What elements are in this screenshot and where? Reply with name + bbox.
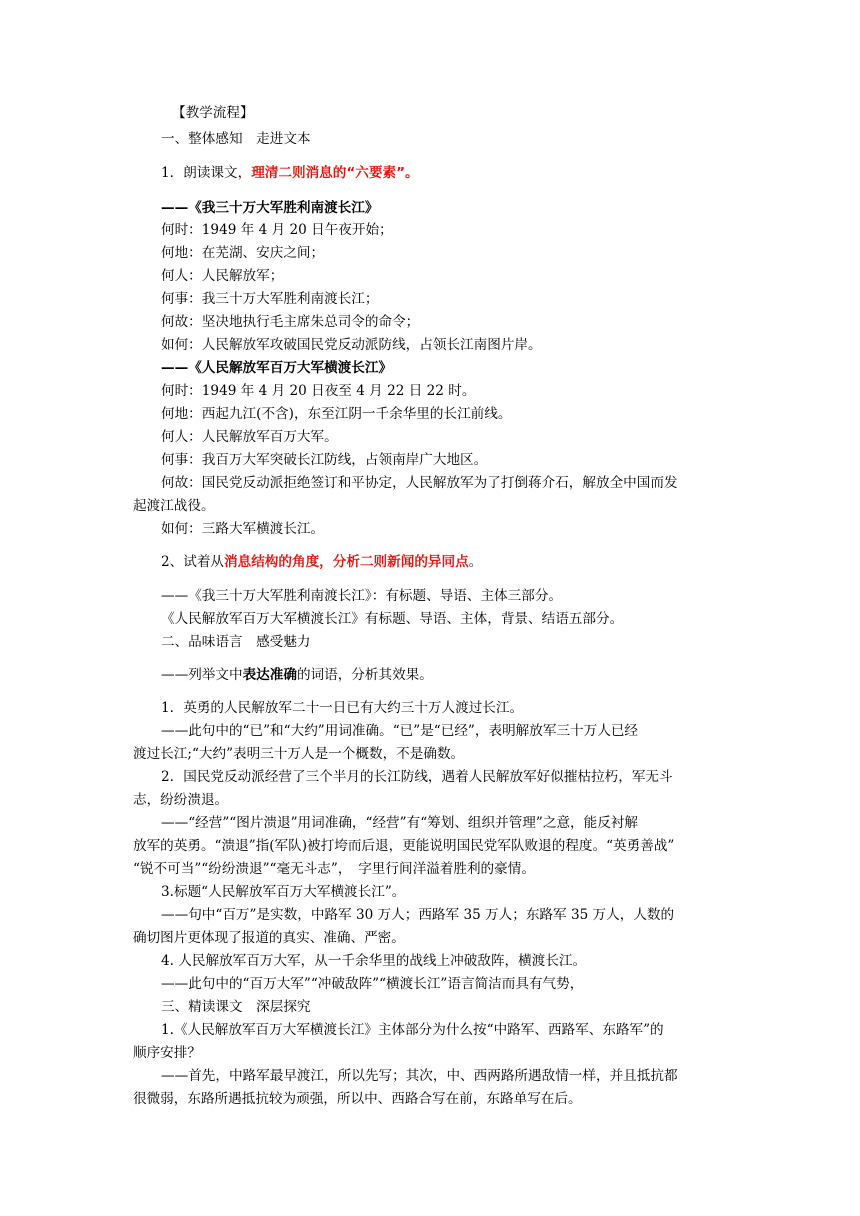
part2-line: 志，纷纷溃退。 [133, 792, 229, 808]
news1-line: 何故：坚决地执行毛主席朱总司令的命令； [161, 314, 420, 330]
part1-title: 一、整体感知 走进文本 [161, 131, 311, 147]
part2-line: ——此句中的“百万大军”“冲破敌阵”“横渡长江”语言简洁而具有气势， [161, 976, 584, 992]
news2-line: 何时：1949 年 4 月 20 日夜至 4 月 22 日 22 时。 [161, 383, 476, 399]
part2-line: 确切图片更体现了报道的真实、准确、严密。 [133, 930, 405, 946]
part2-line: 1．英勇的人民解放军二十一日已有大约三十万人渡过长江。 [161, 700, 524, 716]
news1-title: ——《我三十万大军胜利南渡长江》 [161, 200, 379, 216]
part2-line: 2．国民党反动派经营了三个半月的长江防线，遇着人民解放军好似摧枯拉朽，军无斗 [161, 769, 673, 785]
part2-line: 渡过长江;“大约”表明三十万人是一个概数，不是确数。 [133, 746, 465, 762]
part2-line: ——此句中的“已”和“大约”用词准确。“已”是“已经”，表明解放军三十万人已经 [161, 723, 639, 739]
part3-title: 三、精读课文 深层探究 [161, 999, 311, 1015]
prompt-prefix: ——列举文中 [161, 667, 243, 683]
news1-line: 何事：我三十万大军胜利南渡长江； [161, 291, 379, 307]
q2-answer-line: ——《我三十万大军胜利南渡长江》：有标题、导语、主体三部分。 [161, 588, 563, 604]
part2-line: ——句中“百万”是实数，中路军 30 万人；西路军 35 万人；东路军 35 万人，人数的 [161, 907, 675, 923]
news1-line: 何时：1949 年 4 月 20 日午夜开始； [161, 222, 393, 238]
part3-line: 顺序安排？ [133, 1045, 201, 1061]
question-2 [161, 553, 482, 571]
part2-line: “锐不可当”“纷纷溃退”“毫无斗志”， 字里行间洋溢着胜利的豪情。 [133, 861, 535, 877]
news2-line: 何地：西起九江(不含)，东至江阴一千余华里的长江前线。 [161, 406, 512, 422]
part3-line: 1.《人民解放军百万大军横渡长江》主体部分为什么按“中路军、西路军、东路军”的 [161, 1022, 664, 1038]
q1-prefix: 1．朗读课文， [161, 165, 252, 181]
news2-line: 何事：我百万大军突破长江防线，占领南岸广大地区。 [161, 452, 488, 468]
news1-line: 何地：在芜湖、安庆之间； [161, 245, 325, 261]
prompt-suffix: 的词语，分析其效果。 [296, 667, 433, 683]
q2-prefix: 2、试着从 [161, 554, 225, 570]
part2-line: 4. 人民解放军百万大军，从一千余华里的战线上冲破敌阵，横渡长江。 [161, 953, 587, 969]
part2-line: 放军的英勇。“溃退”指(军队)被打垮而后退，更能说明国民党军队败退的程度。“英勇善战” [133, 838, 675, 854]
news2-line: 何人：人民解放军百万大军。 [161, 429, 338, 445]
q1-highlight: 理清二则消息的“六要素”。 [251, 165, 419, 181]
part3-line: 很微弱，东路所遇抵抗较为顽强，所以中、西路合写在前，东路单写在后。 [133, 1091, 582, 1107]
q2-highlight: 消息结构的角度，分析二则新闻的异同点 [224, 554, 469, 570]
part2-line: 3.标题“人民解放军百万大军横渡长江”。 [161, 884, 406, 900]
news2-title: ——《人民解放军百万大军横渡长江》 [161, 360, 393, 376]
part2-title: 二、品味语言 感受魅力 [161, 634, 311, 650]
news2-line: 如何：三路大军横渡长江。 [161, 521, 325, 537]
question-1 [161, 164, 419, 182]
news1-line: 如何：人民解放军攻破国民党反动派防线，占领长江南图片岸。 [161, 337, 542, 353]
prompt-bold: 表达准确 [242, 667, 297, 683]
part2-prompt [161, 666, 433, 684]
q2-suffix: 。 [468, 554, 483, 570]
section-header: 【教学流程】 [172, 105, 254, 121]
news2-line: 何故：国民党反动派拒绝签订和平协定，人民解放军为了打倒蒋介石，解放全中国而发 [161, 475, 678, 491]
part2-line: ——“经营”“图片溃退”用词准确，“经营”有“筹划、组织并管理”之意，能反衬解 [161, 815, 639, 831]
news1-line: 何人：人民解放军； [161, 268, 284, 284]
news2-line: 起渡江战役。 [133, 498, 215, 514]
part3-line: ——首先，中路军最早渡江，所以先写；其次，中、西两路所遇敌情一样，并且抵抗都 [161, 1068, 678, 1084]
q2-answer-line: 《人民解放军百万大军横渡长江》有标题、导语、主体，背景、结语五部分。 [161, 611, 624, 627]
